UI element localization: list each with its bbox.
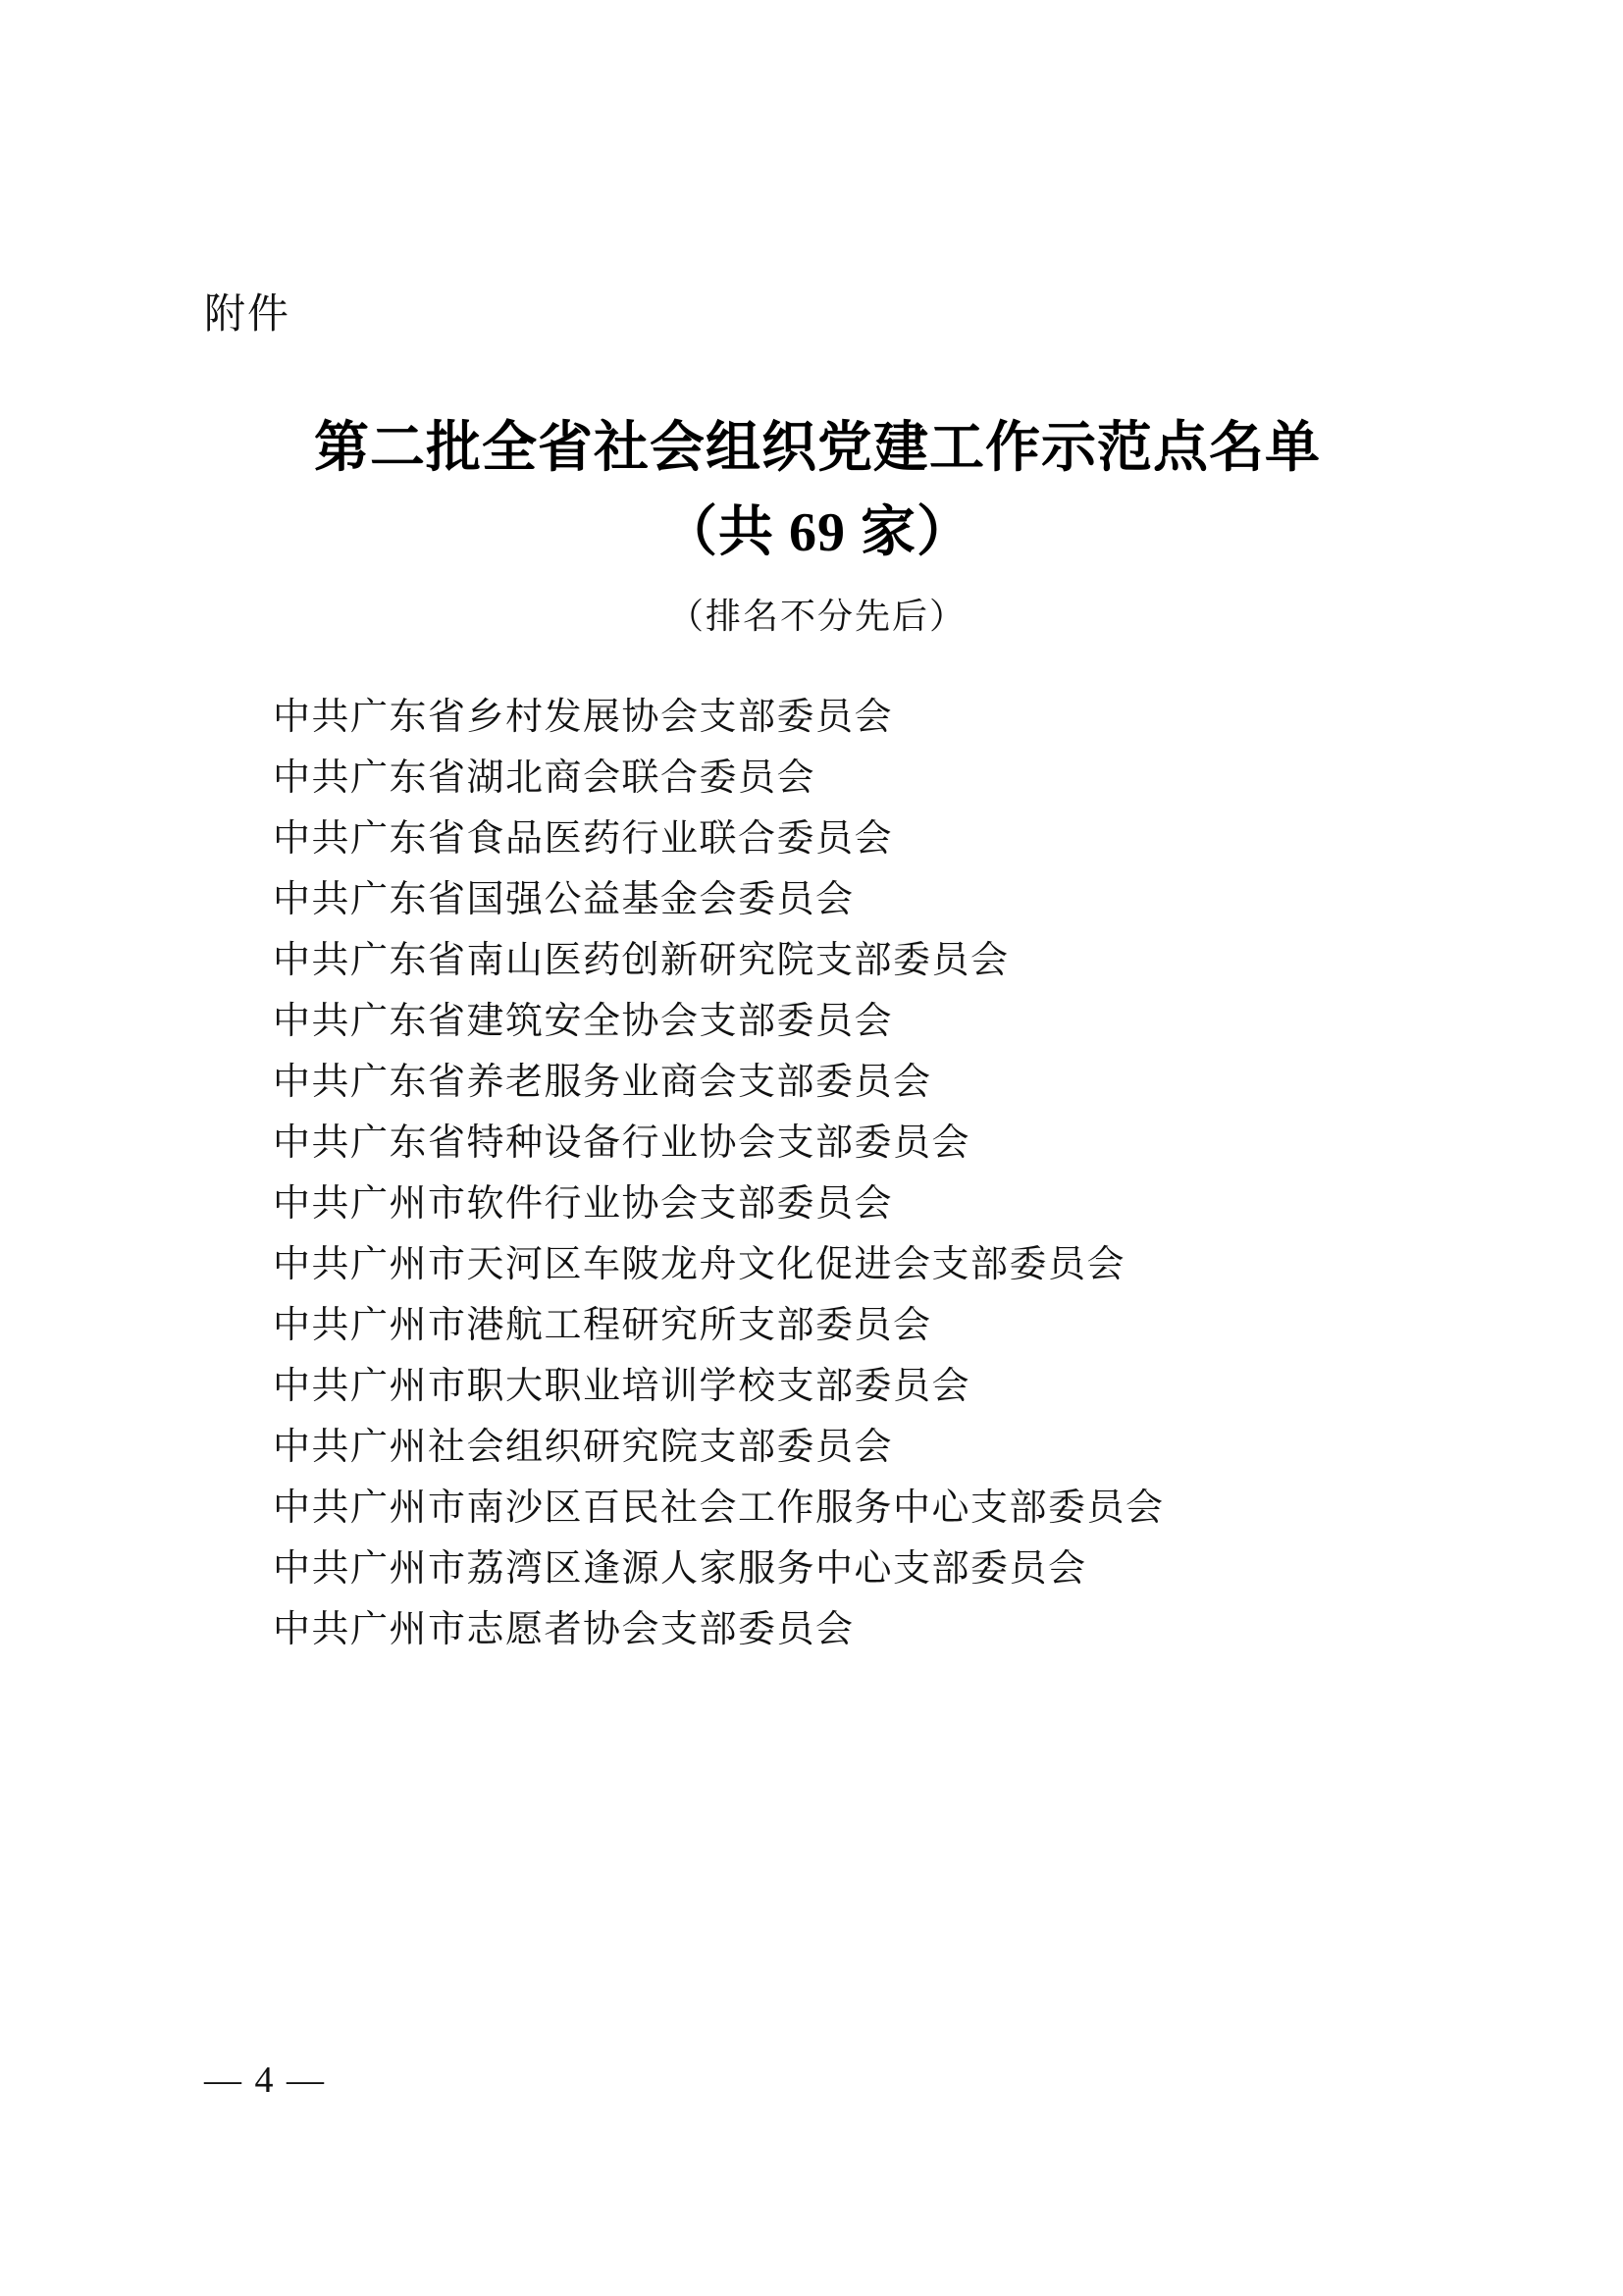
- list-item: 中共广东省南山医药创新研究院支部委员会: [273, 940, 1010, 981]
- page-title: [204, 412, 1431, 570]
- list-item: 中共广东省湖北商会联合委员会: [273, 757, 816, 799]
- list-item: 中共广州市软件行业协会支部委员会: [273, 1183, 894, 1225]
- list-item: 中共广州市天河区车陂龙舟文化促进会支部委员会: [273, 1244, 1126, 1285]
- list-item: 中共广州市南沙区百民社会工作服务中心支部委员会: [273, 1487, 1165, 1529]
- list-item: 中共广州市志愿者协会支部委员会: [273, 1609, 855, 1650]
- list-item: 中共广东省建筑安全协会支部委员会: [273, 1001, 894, 1042]
- list-item: 中共广东省食品医药行业联合委员会: [273, 818, 894, 860]
- list-item: 中共广东省乡村发展协会支部委员会: [273, 697, 894, 738]
- page-title-line-2: （共 69 家）: [662, 501, 972, 563]
- list-item: 中共广东省特种设备行业协会支部委员会: [273, 1122, 971, 1164]
- list-item: 中共广州市港航工程研究所支部委员会: [273, 1305, 932, 1346]
- page-title-line-1: 第二批全省社会组织党建工作示范点名单: [314, 418, 1321, 479]
- list-item: 中共广东省国强公益基金会委员会: [273, 879, 855, 920]
- list-item: 中共广东省养老服务业商会支部委员会: [273, 1062, 932, 1103]
- organization-list: [273, 687, 1431, 1660]
- list-item: 中共广州社会组织研究院支部委员会: [273, 1427, 894, 1468]
- list-item: 中共广州市职大职业培训学校支部委员会: [273, 1366, 971, 1407]
- attachment-label: 附件: [204, 292, 291, 338]
- list-item: 中共广州市荔湾区逢源人家服务中心支部委员会: [273, 1548, 1087, 1590]
- page-subtitle: （排名不分先后）: [667, 597, 967, 636]
- page-number: — 4 —: [204, 2060, 326, 2101]
